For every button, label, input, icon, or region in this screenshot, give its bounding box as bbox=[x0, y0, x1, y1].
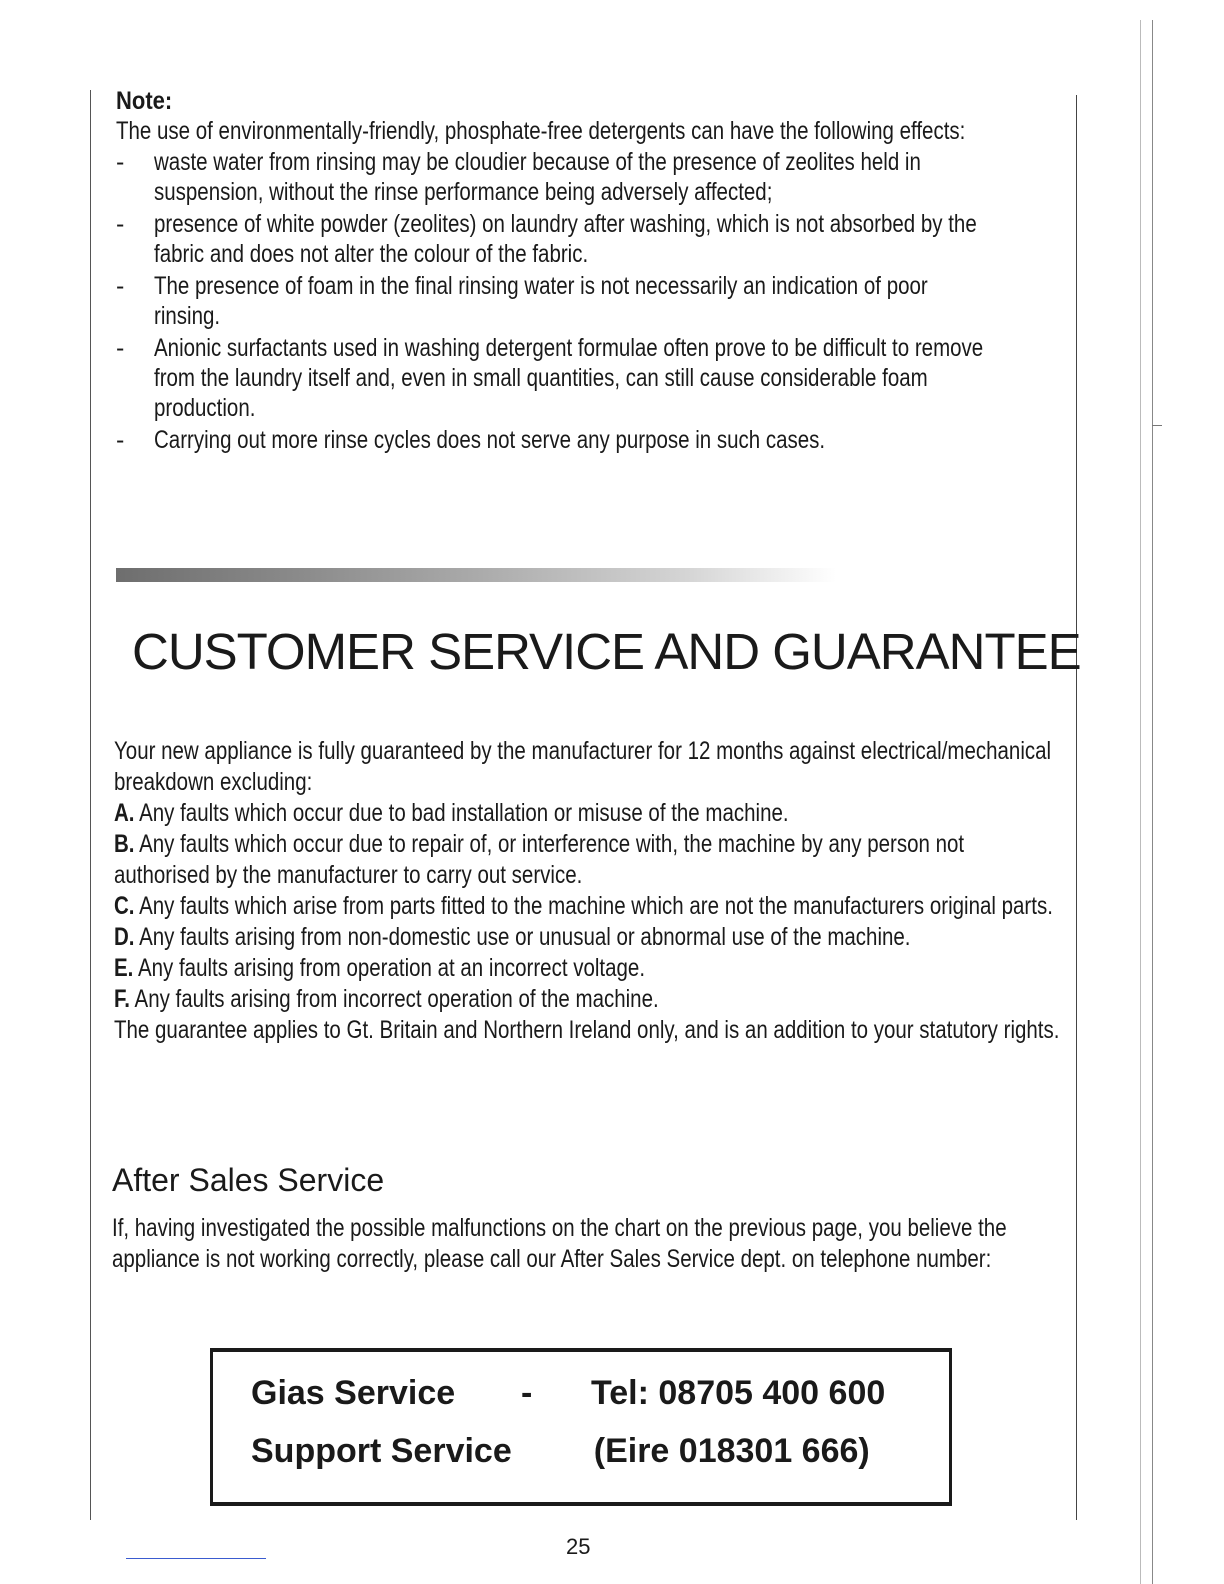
note-section bbox=[116, 86, 1066, 457]
dash-bullet: - bbox=[116, 272, 125, 300]
exclusion-letter: B. bbox=[114, 830, 135, 858]
guarantee-exclusion bbox=[114, 984, 1065, 1015]
guarantee-section bbox=[114, 736, 1074, 1046]
scan-edge-left bbox=[90, 90, 91, 1520]
after-sales-text: If, having investigated the possible malfunctions on the chart on the previous page, you believe the appliance is not working correctly, please call our After Sales Service dept. on telephone number: bbox=[112, 1214, 1007, 1273]
note-list bbox=[116, 147, 1066, 455]
guarantee-exclusion bbox=[114, 829, 1065, 891]
footer-rule bbox=[126, 1558, 266, 1559]
dash-bullet: - bbox=[116, 148, 125, 176]
note-list-item bbox=[116, 209, 1066, 269]
note-item-text: waste water from rinsing may be cloudier because of the presence of zeolites held in suspension, without the rinse performance being adversely affected; bbox=[154, 148, 921, 206]
service-separator: - bbox=[521, 1374, 533, 1412]
page-title: CUSTOMER SERVICE AND GUARANTEE bbox=[132, 623, 1081, 680]
note-list-item bbox=[116, 147, 1066, 207]
dash-bullet: - bbox=[116, 334, 125, 362]
note-list-item bbox=[116, 271, 1066, 331]
scan-edge-mark bbox=[1152, 425, 1162, 426]
exclusion-letter: E. bbox=[114, 954, 134, 982]
guarantee-intro: Your new appliance is fully guaranteed by the manufacturer for 12 months against electrical/mechanical breakdown excluding: bbox=[114, 737, 1052, 796]
note-item-text: The presence of foam in the final rinsing water is not necessarily an indication of poor rinsing. bbox=[154, 272, 928, 330]
scan-edge-far-right-dark bbox=[1152, 20, 1153, 1584]
guarantee-exclusion bbox=[114, 953, 1065, 984]
dash-bullet: - bbox=[116, 210, 125, 238]
note-intro: The use of environmentally-friendly, phosphate-free detergents can have the following effects: bbox=[116, 117, 966, 145]
exclusion-text: Any faults which occur due to bad installation or misuse of the machine. bbox=[139, 799, 789, 827]
guarantee-closing: The guarantee applies to Gt. Britain and Northern Ireland only, and is an addition to your statutory rights. bbox=[114, 1016, 1060, 1044]
page-number: 25 bbox=[566, 1534, 591, 1559]
service-contact-box bbox=[210, 1348, 952, 1506]
service-name: Gias Service bbox=[251, 1374, 456, 1412]
section-divider-bar bbox=[116, 568, 836, 582]
note-list-item bbox=[116, 425, 1066, 455]
exclusion-letter: A. bbox=[114, 799, 135, 827]
support-service-name: Support Service bbox=[251, 1432, 512, 1470]
eire-telephone: (Eire 018301 666) bbox=[593, 1432, 870, 1470]
exclusion-text: Any faults which occur due to repair of, or interference with, the machine by any person not authorised by the manufacturer to carry out service. bbox=[114, 830, 965, 889]
scan-edge-far-right bbox=[1140, 20, 1141, 1584]
scan-edge-right bbox=[1076, 95, 1077, 1520]
service-telephone: Tel: 08705 400 600 bbox=[591, 1374, 886, 1412]
note-item-text: presence of white powder (zeolites) on laundry after washing, which is not absorbed by the fabric and does not alter the colour of the fabric. bbox=[154, 210, 977, 268]
exclusion-letter: D. bbox=[114, 923, 135, 951]
guarantee-exclusion bbox=[114, 922, 1065, 953]
service-row bbox=[251, 1374, 885, 1413]
note-item-text: Anionic surfactants used in washing detergent formulae often prove to be difficult to remove from the laundry itself and, even in small quantities, can still cause considerable foam production. bbox=[154, 334, 984, 422]
guarantee-exclusion bbox=[114, 798, 1065, 829]
note-list-item bbox=[116, 333, 1066, 423]
note-title: Note: bbox=[116, 87, 173, 115]
exclusion-text: Any faults arising from operation at an incorrect voltage. bbox=[137, 954, 646, 982]
exclusion-letter: C. bbox=[114, 892, 135, 920]
dash-bullet: - bbox=[116, 426, 125, 454]
exclusion-text: Any faults which arise from parts fitted to the machine which are not the manufacturers original parts. bbox=[139, 892, 1053, 920]
note-item-text: Carrying out more rinse cycles does not serve any purpose in such cases. bbox=[154, 426, 826, 454]
exclusion-text: Any faults arising from non-domestic use or unusual or abnormal use of the machine. bbox=[139, 923, 911, 951]
exclusion-text: Any faults arising from incorrect operation of the machine. bbox=[134, 985, 659, 1013]
after-sales-heading: After Sales Service bbox=[112, 1162, 385, 1198]
service-row bbox=[251, 1432, 870, 1471]
exclusion-letter: F. bbox=[114, 985, 130, 1013]
guarantee-exclusion bbox=[114, 891, 1065, 922]
